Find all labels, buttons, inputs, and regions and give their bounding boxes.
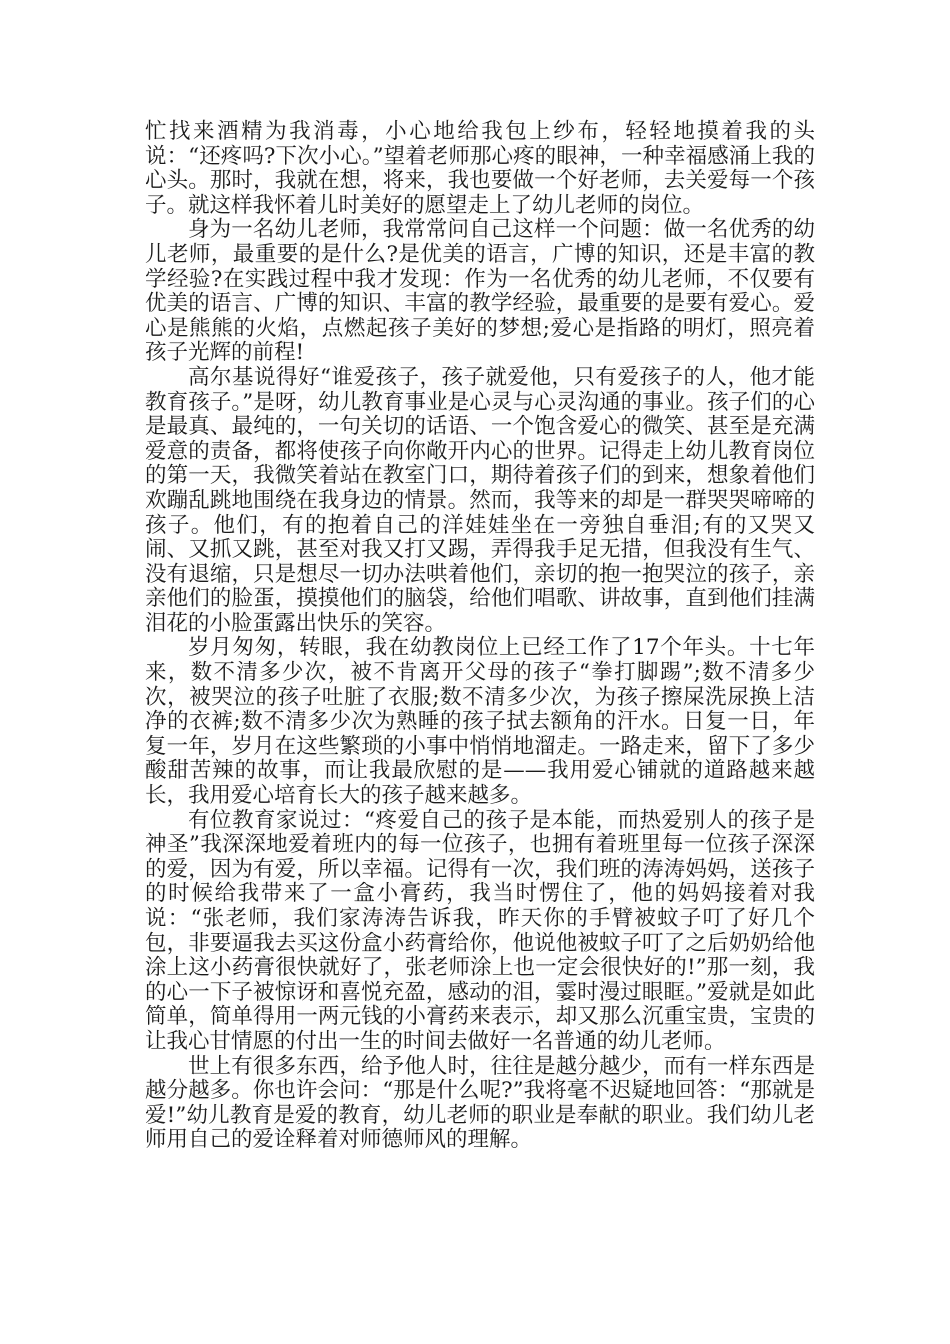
paragraph-4: 岁月匆匆，转眼，我在幼教岗位上已经工作了17个年头。十七年来，数不清多少次，被不肯离开父母的孩子“拳打脚踢”;数不清多少次，被哭泣的孩子吐脏了衣服;数不清多少次，为孩子擦屎洗尿换上洁净的衣裤;数不清多少次为熟睡的孩子拭去额角的汗水。日复一日，年复一年，岁月在这些繁琐的小事中悄悄地溜走。一路走来，留下了多少酸甜苦辣的故事，而让我最欣慰的是——我用爱心铺就的道路越来越长，我用爱心培育长大的孩子越来越多。: [145, 635, 815, 809]
paragraph-6: 世上有很多东西，给予他人时，往往是越分越少，而有一样东西是越分越多。你也许会问：“那是什么呢?”我将毫不迟疑地回答：“那就是爱!”幼儿教育是爱的教育，幼儿老师的职业是奉献的职业。我们幼儿老师用自己的爱诠释着对师德师风的理解。: [145, 1053, 815, 1153]
paragraph-3: 高尔基说得好“谁爱孩子，孩子就爱他，只有爱孩子的人，他才能教育孩子。”是呀，幼儿教育事业是心灵与心灵沟通的事业。孩子们的心是最真、最纯的，一句关切的话语、一个饱含爱心的微笑、甚至是充满爱意的责备，都将使孩子向你敞开内心的世界。记得走上幼儿教育岗位的第一天，我微笑着站在教室门口，期待着孩子们的到来，想象着他们欢蹦乱跳地围绕在我身边的情景。然而，我等来的却是一群哭哭啼啼的孩子。他们，有的抱着自己的洋娃娃坐在一旁独自垂泪;有的又哭又闹、又抓又跳，甚至对我又打又踢，弄得我手足无措，但我没有生气、没有退缩，只是想尽一切办法哄着他们，亲切的抱一抱哭泣的孩子，亲亲他们的脸蛋，摸摸他们的脑袋，给他们唱歌、讲故事，直到他们挂满泪花的小脸蛋露出快乐的笑容。: [145, 364, 815, 636]
paragraph-5: 有位教育家说过：“疼爱自己的孩子是本能，而热爱别人的孩子是神圣”我深深地爱着班内的每一位孩子，也拥有着班里每一位孩子深深的爱，因为有爱，所以幸福。记得有一次，我们班的涛涛妈妈，送孩子的时候给我带来了一盒小膏药，我当时愣住了，他的妈妈接着对我说：“张老师，我们家涛涛告诉我，昨天你的手臂被蚊子叮了好几个包，非要逼我去买这份盒小药膏给你，他说他被蚊子叮了之后奶奶给他涂上这小药膏很快就好了，张老师涂上也一定会很快好的!”那一刻，我的心一下子被惊讶和喜悦充盈，感动的泪，霎时漫过眼眶。”爱就是如此简单，简单得用一两元钱的小膏药来表示，却又那么沉重宝贵，宝贵的让我心甘情愿的付出一生的时间去做好一名普通的幼儿老师。: [145, 807, 815, 1054]
paragraph-2: 身为一名幼儿老师，我常常问自己这样一个问题：做一名优秀的幼儿老师，最重要的是什么?是优美的语言，广博的知识，还是丰富的教学经验?在实践过程中我才发现：作为一名优秀的幼儿老师，不仅要有优美的语言、广博的知识、丰富的教学经验，最重要的是要有爱心。爱心是熊熊的火焰，点燃起孩子美好的梦想;爱心是指路的明灯，照亮着孩子光辉的前程!: [145, 217, 815, 366]
paragraph-1: 忙找来酒精为我消毒，小心地给我包上纱布，轻轻地摸着我的头说：“还疼吗?下次小心。”望着老师那心疼的眼神，一种幸福感涌上我的心头。那时，我就在想，将来，我也要做一个好老师，去关爱每一个孩子。就这样我怀着儿时美好的愿望走上了幼儿老师的岗位。: [145, 119, 815, 218]
document-body: [145, 120, 815, 1153]
